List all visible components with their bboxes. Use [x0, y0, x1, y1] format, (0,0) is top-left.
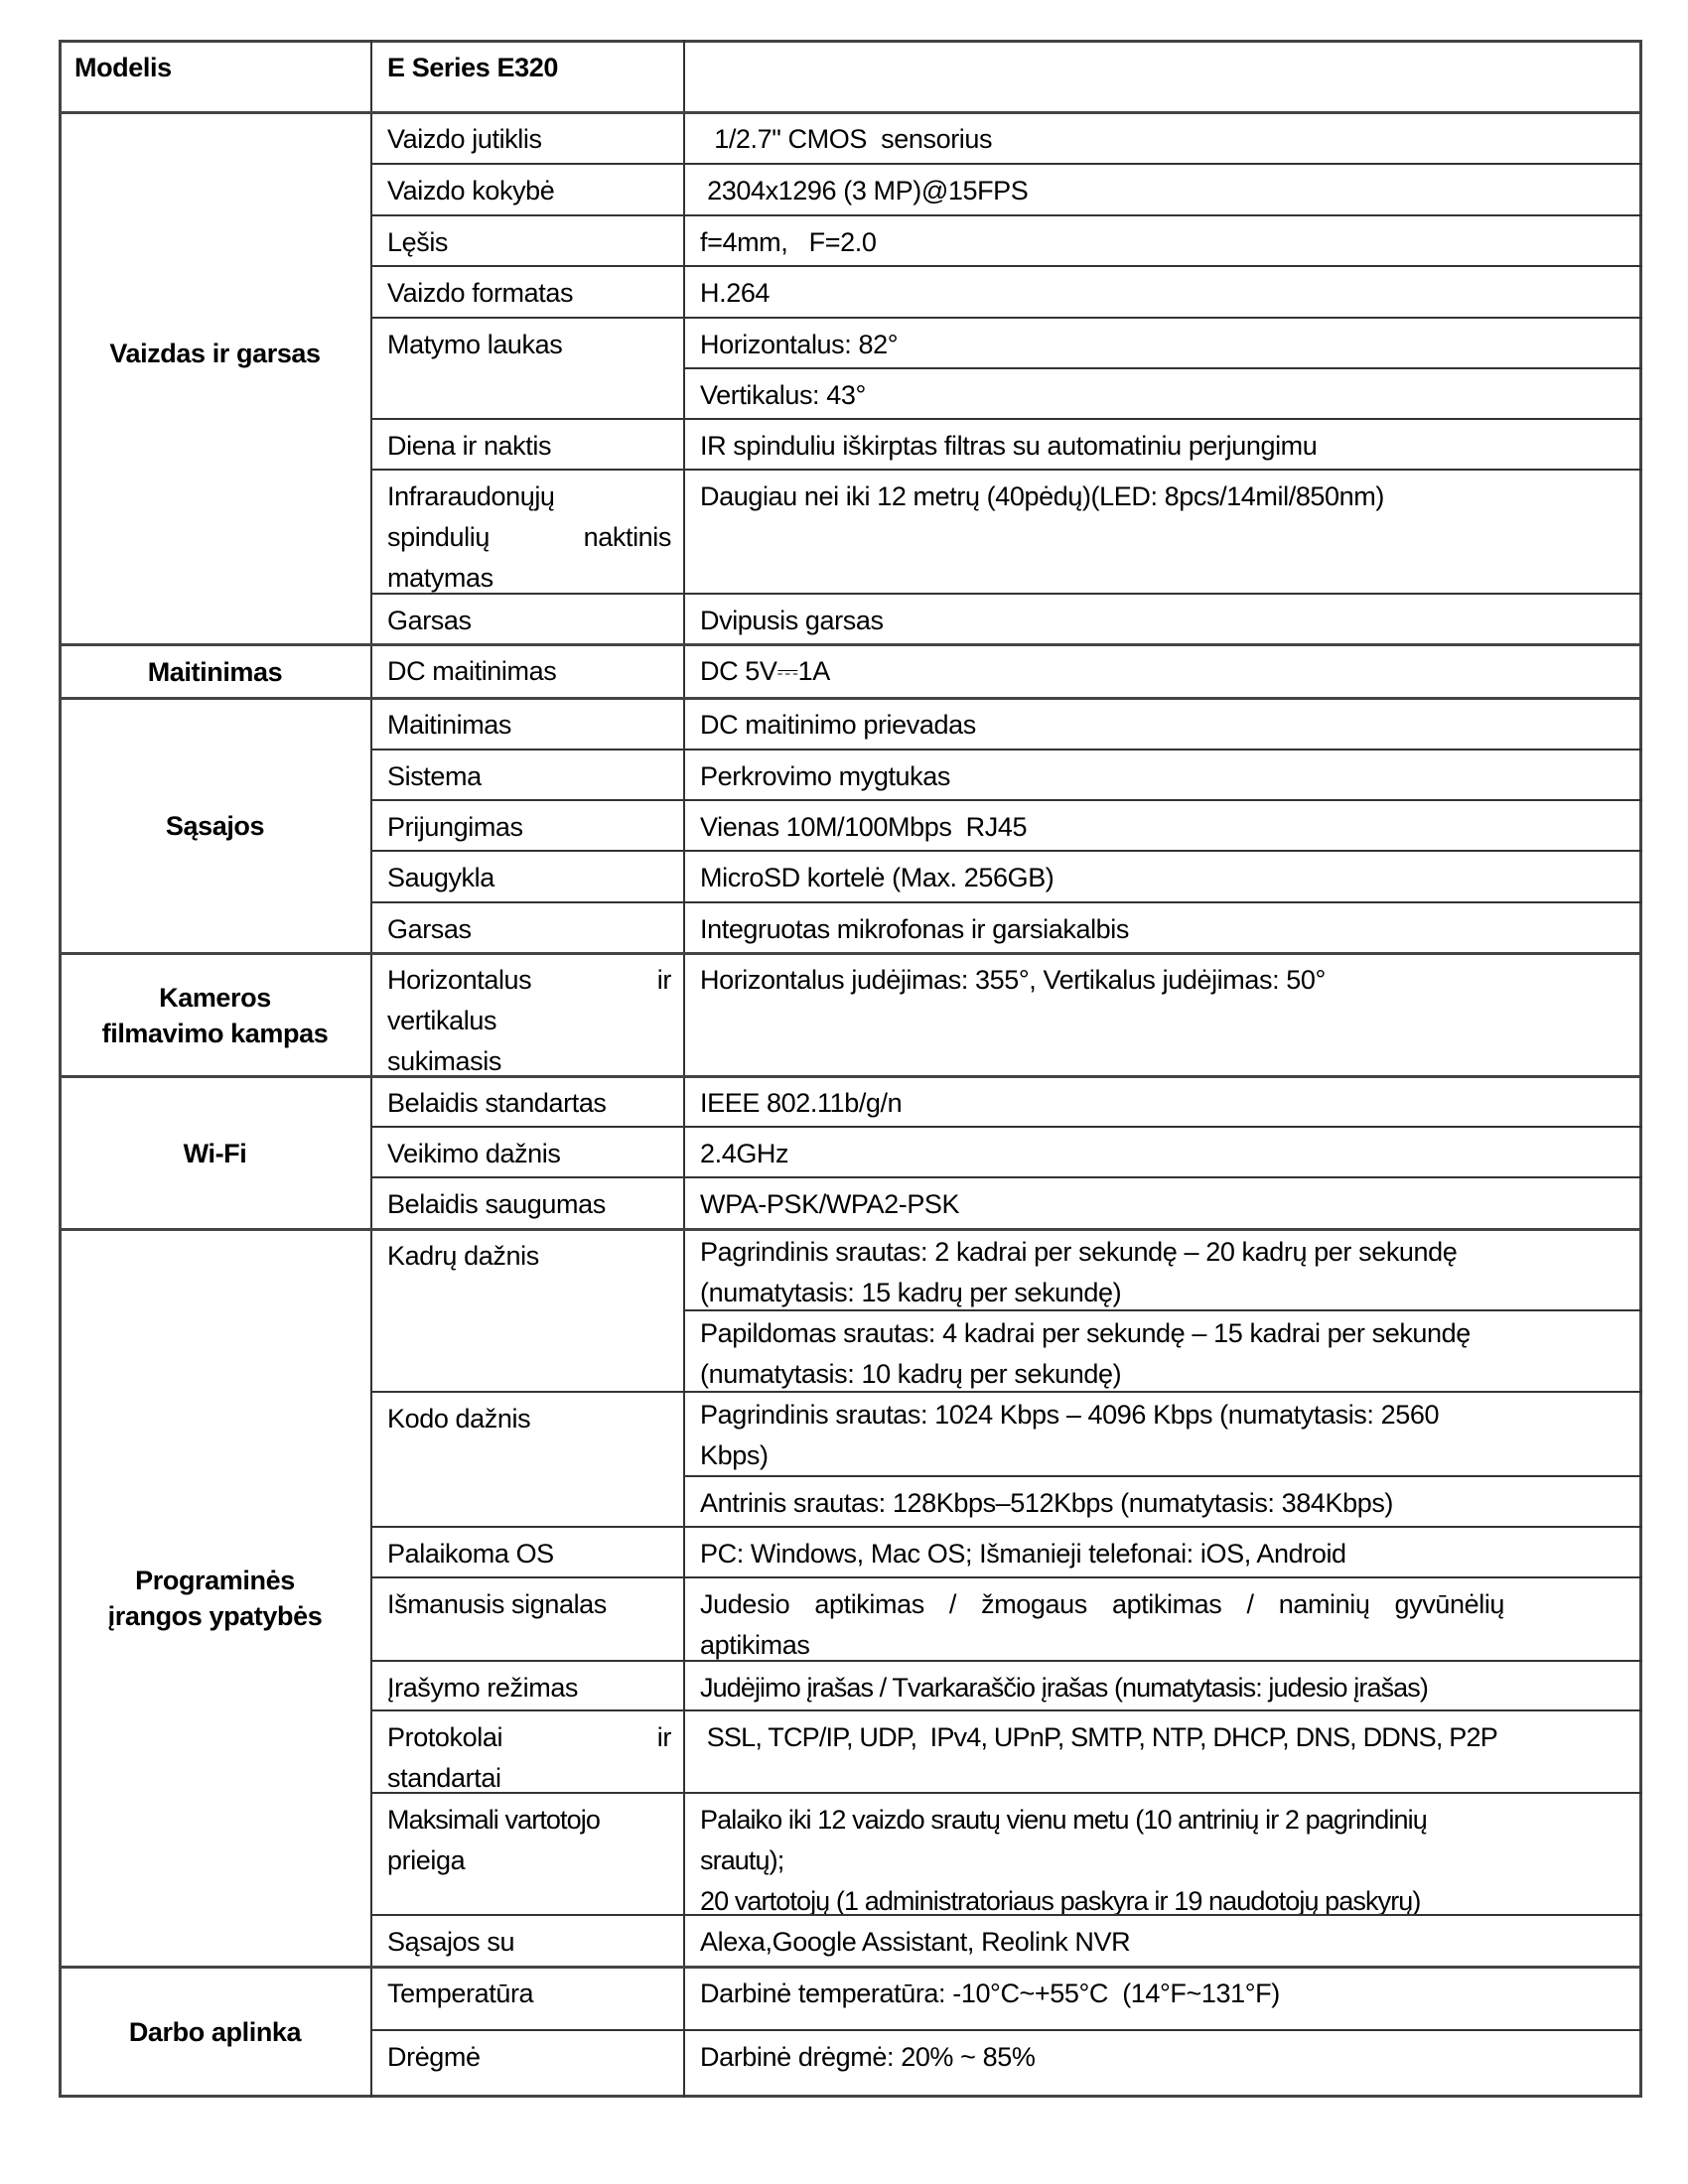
- spec-label: Prijungimas: [387, 812, 523, 842]
- spec-label: Vaizdo jutiklis: [387, 124, 542, 154]
- spec-value: [685, 1578, 1640, 1661]
- spec-value: f=4mm, F=2.0: [700, 227, 877, 257]
- spec-value: Vienas 10M/100Mbps RJ45: [700, 812, 1028, 842]
- group-title: Wi-Fi: [183, 1138, 247, 1168]
- spec-value: [685, 1311, 1640, 1392]
- spec-label: [372, 471, 683, 594]
- spec-label: Vaizdo formatas: [387, 278, 574, 308]
- spec-label: Temperatūra: [387, 1979, 534, 2008]
- row-divider: [370, 1391, 1642, 1393]
- value-line: (numatytasis: 10 kadrų per sekundę): [700, 1359, 1122, 1389]
- row-divider: [370, 418, 1642, 420]
- spec-value: Alexa,Google Assistant, Reolink NVR: [700, 1927, 1131, 1957]
- spec-value: 2304x1296 (3 MP)@15FPS: [700, 176, 1029, 205]
- spec-value: 2.4GHz: [700, 1139, 789, 1168]
- row-divider: [59, 643, 1642, 646]
- spec-value: Integruotas mikrofonas ir garsiakalbis: [700, 914, 1130, 944]
- label-line: [387, 1717, 671, 1758]
- row-divider: [370, 1660, 1642, 1662]
- label-word: spindulių: [387, 522, 490, 552]
- value-line: srautų);: [700, 1845, 784, 1875]
- spec-label: Palaikoma OS: [387, 1539, 554, 1569]
- row-divider: [370, 469, 1642, 471]
- row-divider: [59, 111, 1642, 114]
- value-line: Palaiko iki 12 vaizdo srautų vienu metu (10 antrinių ir 2 pagrindinių: [700, 1805, 1427, 1835]
- value-line: Kbps): [700, 1440, 769, 1470]
- label-word: Horizontalus: [387, 965, 532, 995]
- row-divider: [683, 367, 1642, 369]
- group-title: Darbo aplinka: [128, 2017, 302, 2047]
- group-wifi: [60, 1077, 370, 1229]
- spec-value: H.264: [700, 278, 771, 308]
- spec-label: Sąsajos su: [387, 1927, 515, 1957]
- column-divider: [683, 40, 685, 2098]
- model-label: Modelis: [74, 53, 172, 82]
- spec-label: Belaidis saugumas: [387, 1189, 606, 1219]
- group-title: Kameros: [159, 982, 271, 1013]
- label-line: Infraraudonųjų: [387, 481, 555, 511]
- label-word: Protokolai: [387, 1722, 503, 1752]
- label-line: matymas: [387, 563, 493, 593]
- value-line: aptikimas: [700, 1630, 810, 1660]
- row-divider: [370, 1176, 1642, 1178]
- spec-label: [372, 1711, 683, 1793]
- spec-value: DC 5V⎓1A: [700, 656, 830, 686]
- column-divider: [370, 40, 372, 2098]
- spec-value: Perkrovimo mygtukas: [700, 761, 950, 791]
- row-divider: [370, 317, 1642, 319]
- value-line: 20 vartotojų (1 administratoriaus paskyra ir 19 naudotojų paskyrų): [700, 1886, 1421, 1915]
- spec-value: Darbinė temperatūra: -10°C~+55°C (14°F~131°F): [700, 1979, 1280, 2008]
- row-divider: [370, 1709, 1642, 1711]
- group-title: Vaizdas ir garsas: [109, 339, 321, 368]
- group-title: Maitinimas: [147, 656, 283, 687]
- spec-label: Garsas: [387, 606, 472, 635]
- label-line: [387, 517, 671, 558]
- row-divider: [370, 1914, 1642, 1916]
- spec-label: Drėgmė: [387, 2042, 481, 2072]
- value-line: Judesio aptikimas / žmogaus aptikimas / naminių gyvūnėlių: [700, 1589, 1505, 1619]
- label-word: ir: [656, 1722, 671, 1752]
- spec-value: Horizontalus judėjimas: 355°, Vertikalus judėjimas: 50°: [700, 965, 1326, 995]
- spec-label: Maitinimas: [387, 710, 512, 740]
- spec-value: WPA-PSK/WPA2-PSK: [700, 1189, 960, 1219]
- row-divider: [370, 214, 1642, 216]
- row-divider: [370, 1576, 1642, 1578]
- spec-value: SSL, TCP/IP, UDP, IPv4, UPnP, SMTP, NTP, DHCP, DNS, DDNS, P2P: [700, 1722, 1497, 1752]
- value-line: Pagrindinis srautas: 2 kadrai per sekundę – 20 kadrų per sekundę: [700, 1237, 1458, 1267]
- spec-value: Judėjimo įrašas / Tvarkaraščio įrašas (numatytasis: judesio įrašas): [700, 1673, 1428, 1703]
- spec-label: Kodo dažnis: [387, 1404, 531, 1433]
- spec-label: Saugykla: [387, 863, 494, 892]
- spec-label: Kadrų dažnis: [387, 1241, 539, 1271]
- spec-value: Horizontalus: 82°: [700, 330, 899, 359]
- group-environment: [60, 1968, 370, 2097]
- label-line: vertikalus: [387, 1006, 497, 1035]
- row-divider: [683, 1309, 1642, 1311]
- spec-label: Garsas: [387, 914, 472, 944]
- spec-value: 1/2.7" CMOS sensorius: [700, 124, 993, 154]
- spec-value: Vertikalus: 43°: [700, 380, 866, 410]
- spec-value: MicroSD kortelė (Max. 256GB): [700, 863, 1055, 892]
- group-title: Sąsajos: [165, 811, 265, 841]
- spec-value: Daugiau nei iki 12 metrų (40pėdų)(LED: 8pcs/14mil/850nm): [700, 481, 1384, 511]
- label-line: sukimasis: [387, 1046, 501, 1076]
- row-divider: [370, 2029, 1642, 2031]
- spec-value: DC maitinimo prievadas: [700, 710, 976, 740]
- spec-value: Dvipusis garsas: [700, 606, 884, 635]
- spec-label: Veikimo dažnis: [387, 1139, 561, 1168]
- spec-label: Vaizdo kokybė: [387, 176, 555, 205]
- row-divider: [59, 1966, 1642, 1969]
- spec-value: Darbinė drėgmė: 20% ~ 85%: [700, 2042, 1036, 2072]
- row-divider: [370, 749, 1642, 751]
- row-divider: [370, 799, 1642, 801]
- spec-value: [685, 1230, 1640, 1310]
- row-divider: [59, 1075, 1642, 1078]
- row-divider: [59, 697, 1642, 700]
- value-line: (numatytasis: 15 kadrų per sekundę): [700, 1278, 1122, 1307]
- spec-label: Lęšis: [387, 227, 449, 257]
- value-line: Pagrindinis srautas: 1024 Kbps – 4096 Kbps (numatytasis: 2560: [700, 1400, 1440, 1430]
- row-divider: [370, 1792, 1642, 1794]
- row-divider: [370, 1126, 1642, 1128]
- group-title: filmavimo kampas: [101, 1018, 329, 1048]
- group-title: įrangos ypatybės: [107, 1600, 323, 1631]
- label-word: naktinis: [583, 522, 671, 552]
- row-divider: [370, 163, 1642, 165]
- group-ptz: [60, 954, 370, 1076]
- label-line: [387, 960, 671, 1001]
- spec-value: [685, 1794, 1640, 1915]
- spec-label: Įrašymo režimas: [387, 1673, 579, 1703]
- spec-value: Antrinis srautas: 128Kbps–512Kbps (numatytasis: 384Kbps): [700, 1488, 1394, 1518]
- spec-value: PC: Windows, Mac OS; Išmanieji telefonai: iOS, Android: [700, 1539, 1346, 1569]
- spec-label: Išmanusis signalas: [387, 1589, 607, 1619]
- group-software: [60, 1230, 370, 1966]
- row-divider: [370, 850, 1642, 852]
- group-title: Programinės: [135, 1565, 295, 1595]
- spec-label: DC maitinimas: [387, 656, 557, 686]
- row-divider: [370, 1526, 1642, 1528]
- label-line: Maksimali vartotojo: [387, 1805, 600, 1835]
- spec-value: IR spinduliu iškirptas filtras su automatiniu perjungimu: [700, 431, 1318, 461]
- row-divider: [370, 593, 1642, 595]
- spec-label: Sistema: [387, 761, 482, 791]
- spec-value: [685, 1393, 1640, 1476]
- spec-label: Belaidis standartas: [387, 1088, 607, 1118]
- group-video-audio: [60, 113, 370, 594]
- row-divider: [59, 952, 1642, 955]
- label-line: prieiga: [387, 1845, 466, 1875]
- row-divider: [370, 265, 1642, 267]
- spec-value: IEEE 802.11b/g/n: [700, 1088, 903, 1118]
- label-line: standartai: [387, 1763, 501, 1793]
- group-interfaces: [60, 699, 370, 953]
- spec-label: Diena ir naktis: [387, 431, 552, 461]
- spec-label: [372, 1794, 683, 1915]
- row-divider: [370, 901, 1642, 903]
- model-value: E Series E320: [387, 53, 558, 82]
- row-divider: [59, 1228, 1642, 1231]
- group-power: [60, 645, 370, 698]
- row-divider: [683, 1475, 1642, 1477]
- spec-label: [372, 954, 683, 1076]
- value-line: Papildomas srautas: 4 kadrai per sekundę – 15 kadrai per sekundę: [700, 1318, 1471, 1348]
- label-word: ir: [656, 965, 671, 995]
- spec-label: Matymo laukas: [387, 330, 563, 359]
